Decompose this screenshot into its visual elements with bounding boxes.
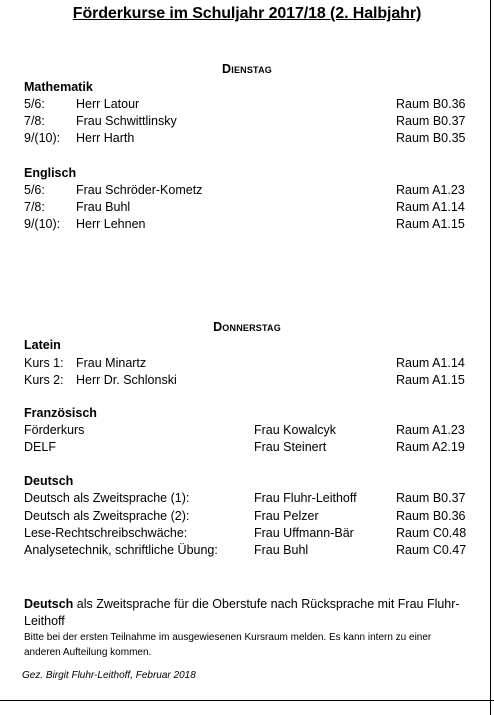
day-heading-thursday: Donnerstag [213, 320, 281, 334]
table-row [24, 114, 464, 131]
course-teacher: Frau Uffmann-Bär [254, 526, 354, 540]
course-teacher: Frau Schröder-Kometz [76, 183, 203, 197]
subject-heading-englisch: Englisch [24, 166, 77, 180]
course-room: Raum B0.36 [396, 97, 466, 111]
table-row [24, 200, 464, 217]
course-room: Raum A1.14 [396, 200, 465, 214]
course-room: Raum B0.37 [396, 491, 466, 505]
course-class: 7/8: [24, 200, 45, 214]
course-teacher: Herr Harth [76, 131, 135, 145]
course-room: Raum A1.15 [396, 217, 465, 231]
subject-heading-mathematik: Mathematik [24, 80, 93, 94]
table-row [24, 440, 464, 457]
course-room: Raum A1.23 [396, 183, 465, 197]
dsp-note-text: als Zweitsprache für die Oberstufe nach Rücksprache mit Frau Fluhr-Leithoff [24, 597, 460, 628]
course-teacher: Frau Pelzer [254, 509, 319, 523]
course-class: 9/(10): [24, 217, 61, 231]
course-room: Raum B0.36 [396, 509, 466, 523]
course-room: Raum A1.15 [396, 373, 465, 387]
table-row [24, 97, 464, 114]
subject-heading-deutsch: Deutsch [24, 474, 74, 488]
subject-heading-latein: Latein [24, 338, 61, 352]
course-teacher: Frau Schwittlinsky [76, 114, 177, 128]
info-note: Bitte bei der ersten Teilnahme im ausgewiesenen Kursraum melden. Es kann intern zu einer anderen Aufteilung kommen. [24, 632, 432, 658]
course-name: DELF [24, 440, 56, 454]
course-teacher: Frau Kowalcyk [254, 423, 336, 437]
signature: Gez. Birgit Fluhr-Leithoff, Februar 2018 [22, 670, 196, 681]
course-room: Raum B0.37 [396, 114, 466, 128]
course-teacher: Frau Steinert [254, 440, 327, 454]
table-row [24, 217, 464, 234]
course-class: Kurs 2: [24, 373, 64, 387]
course-teacher: Frau Fluhr-Leithoff [254, 491, 357, 505]
course-name: Deutsch als Zweitsprache (1): [24, 491, 190, 505]
dsp-note [24, 596, 464, 630]
course-name: Analysetechnik, schriftliche Übung: [24, 543, 218, 557]
course-class: 9/(10): [24, 131, 61, 145]
course-name: Deutsch als Zweitsprache (2): [24, 509, 190, 523]
course-room: Raum B0.35 [396, 131, 466, 145]
course-teacher: Frau Minartz [76, 356, 147, 370]
table-row [24, 491, 464, 508]
course-class: 7/8: [24, 114, 45, 128]
table-row [24, 183, 464, 200]
day-heading-tuesday: Dienstag [222, 62, 272, 76]
table-row [24, 526, 467, 543]
table-row [24, 543, 467, 560]
table-row [24, 131, 464, 148]
course-room: Raum A1.23 [396, 423, 465, 437]
course-name: Förderkurs [24, 423, 85, 437]
course-class: 5/6: [24, 97, 45, 111]
course-class: 5/6: [24, 183, 45, 197]
table-row [24, 356, 464, 373]
course-room: Raum C0.47 [396, 543, 467, 557]
course-class: Kurs 1: [24, 356, 64, 370]
table-row [24, 509, 464, 526]
table-row [24, 423, 464, 440]
page-border-bottom [0, 700, 494, 701]
page-border-right [490, 0, 491, 715]
page-title: Förderkurse im Schuljahr 2017/18 (2. Halbjahr) [72, 5, 422, 22]
subject-heading-franzoesisch: Französisch [24, 406, 97, 420]
course-teacher: Frau Buhl [254, 543, 309, 557]
course-room: Raum C0.48 [396, 526, 467, 540]
course-teacher: Herr Lehnen [76, 217, 146, 231]
table-row [24, 373, 464, 390]
dsp-note-bold: Deutsch [24, 597, 74, 611]
course-teacher: Frau Buhl [76, 200, 131, 214]
course-teacher: Herr Dr. Schlonski [76, 373, 177, 387]
course-name: Lese-Rechtschreibschwäche: [24, 526, 188, 540]
course-teacher: Herr Latour [76, 97, 140, 111]
course-room: Raum A1.14 [396, 356, 465, 370]
course-room: Raum A2.19 [396, 440, 465, 454]
